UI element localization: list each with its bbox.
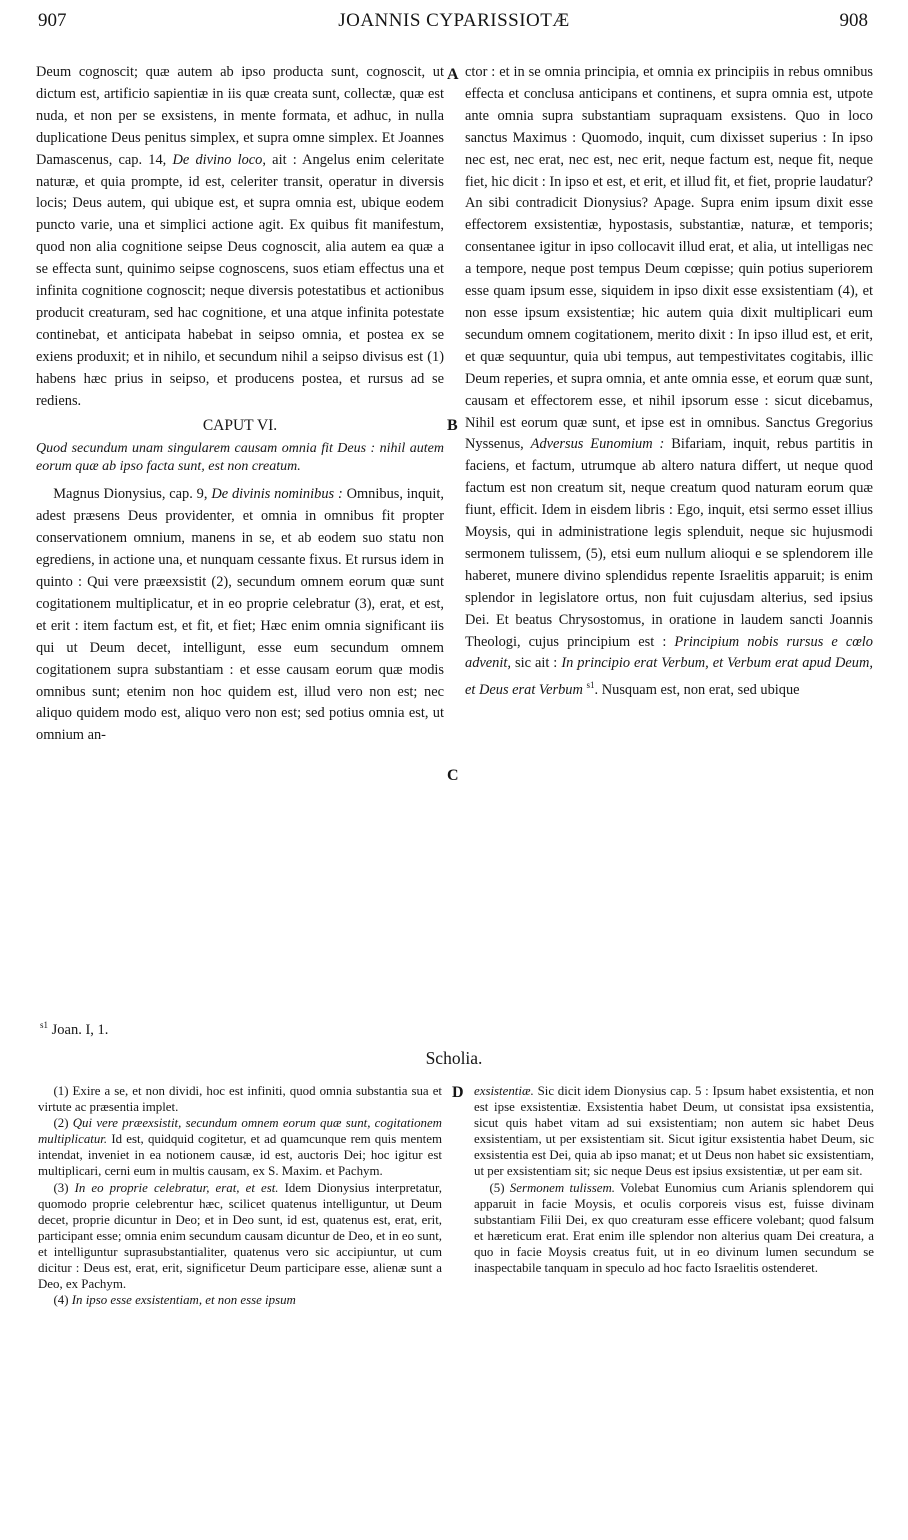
margin-letter-d: D	[452, 1084, 464, 1101]
scholia-left-column	[38, 1083, 442, 1308]
margin-letter-b: B	[447, 417, 458, 434]
chapter-title: CAPUT VI.	[202, 416, 278, 434]
page-header	[0, 10, 908, 40]
scholion-1: (1) Exire a se, et non dividi, hoc est infiniti, quod omnia substantia sua et virtute ac præsentia implet.	[38, 1084, 442, 1115]
footnote: $^{s1}$ Joan. I, 1.	[40, 1020, 109, 1038]
scholion-3: (3) In eo proprie celebratur, erat, et est. Idem Dionysius interpretatur, quomodo proprie celebrentur hæc, scilicet quatenus intelliguntur, ut Deum decet, proprie dicuntur in Deo; et in Deo sunt, id est, quatenus est, erat, erit, participant esse; omnia enim secundum causam dicuntur de Deo, et in eo sunt, et intelliguntur suprasubstantialiter, quatenus vero sic accipiuntur, ut cum dicitur : Deus est, erat, erit, significetur Deum participare esse, alienæ sunt a Deo, ex Pachym.	[38, 1180, 442, 1292]
scholion-4-continued: exsistentiæ. Sic dicit idem Dionysius cap. 5 : Ipsum habet exsistentia, et non est ipse exsistentiæ. Exsistentia habet Deum, ut consistat ipsa exsistentia, sicut quis habet vitam ad sui exsistentiam; non autem sic habet Deus exsistentiam, ut per exsistentiam sit. Sicut igitur exsistentia habet Deum, sic exsistentia est Dei, quia ab ipso manat; et ut Deus non habet sic exsistentiam, ut per exsistentiam sit; sic neque Deus est ipsius exsistentiæ, ut per eam sit.	[474, 1084, 874, 1179]
left-paragraph-1: Deum cognoscit; quæ autem ab ipso producta sunt, cognoscit, ut dictum est, artificio sapientiæ in iis quæ creata sunt, collectæ, quæ est nuda, et non per se exsistens, in mente formata, et adhuc, in nulla duplicatione Deus penitus simplex, et supra omne simplex. Et Joannes Damascenus, cap. 14, De divino loco, ait : Angelus enim celeritate naturæ, et quia prompte, id est, celeriter transit, operatur in diversis locis; Deus autem, qui ubique est, et supra omnia est, ubique eodem puncto varie, una et simplici actione agit. Ex quibus fit manifestum, quod non alia cognitione seipse Deus cognoscit, alia autem ea quæ a se effecta sunt, quinimo seipse cognoscens, suos etiam effectus una et infinita cognitione cognoscit; neque diversis potestatibus et actionibus producit creaturam, sed hac cognitione, et una atque infinita potestate continebat, et anticipata habebat in seipso omnia, et postea ex se exiens produxit; et in nihilo, et secundum nihil a seipso divisus est (1) habens hæc prius in seipso, et producens postea, et rursus ad se rediens.	[36, 64, 444, 409]
left-paragraph-2: Magnus Dionysius, cap. 9, De divinis nominibus : Omnibus, inquit, adest præsens Deus providenter, et omnia in omnibus fit propter conservationem omnium, manens in se, et ab eodem suo statu non egrediens, in actione una, et nunquam cessante fixus. Et rursus idem in quinto : Qui vere præexsistit (2), secundum omnem eorum quæ sunt cogitationem multiplicatur, et in eo proprie celebratur (3), erat, et est, et erit : item factum est, et fit, et fiet; Hæc enim omnia significant iis qui ut Deum decet, intelligunt, esse eum secundum omnem cogitationem supra substantiam : et esse causam eorum quæ modis omnibus sunt; etenim non hoc quidem est, illud vero non est; nec aliquo quidem modo est, aliquo vero non est; sed potius omnia est, ut omnium an-	[36, 486, 444, 744]
page-number-right: 908	[839, 10, 868, 31]
scholia-right-column	[474, 1083, 874, 1276]
scholion-2: (2) Qui vere præexsistit, secundum omnem eorum quæ sunt, cogitationem multiplicatur. Id est, quidquid cogitetur, et ad quamcunque rem quis mentem intendat, inveniet in ea notionem causæ, id est, auctoris Dei; hoc igitur est multiplicari, cerni eum in multis causam, ex S. Maxim. et Pachym.	[38, 1116, 442, 1179]
page-number-left: 907	[38, 10, 67, 31]
running-head: JOANNIS CYPARISSIOTÆ	[338, 10, 570, 31]
margin-letter-c: C	[447, 767, 459, 784]
chapter-subtitle: Quod secundum unam singularem causam omnia fit Deus : nihil autem eorum quæ ab ipso facta sunt, est non creatum.	[36, 441, 444, 475]
scholion-4: (4) In ipso esse exsistentiam, et non esse ipsum	[53, 1293, 296, 1308]
right-paragraph-1: ctor : et in se omnia principia, et omnia ex principiis in rebus omnibus effecta et conclusa anticipans et continens, et supra omnia est, utpote ante omnia supra substantiam supraquam exsistens. Quo in loco sanctus Maximus : Quomodo, inquit, cum dixisset superius : In ipso nec est, nec erat, nec est, nec erit, neque factum est, neque fit, neque fiet, hic dicit : In ipso et est, et erit, et illud fit, et fiet, proprie laudatur? An sibi contradicit Dionysius? Apage. Supra enim ipsum dixit esse effectorem exsistentiæ, hypostasis, substantiæ, naturæ, et temporis; consentanee igitur in ipso collocavit illud erat, et alia, ut intelligas nec a tempore, neque post tempus Deum cœpisse; quin potius superiorem esse quam ipsum esse, siquidem in ipso dixit esse exsistentiam (4), et non esse ipsum exsistentiæ; hic autem quia dixit multiplicari eum secundum omnem cogitationem, merito dixit : In ipso illud est, et erit, et quæ sequuntur, quia ubi tempus, aut tempestivitates cogitabis, illic Deum reperies, et supra omnia, et ante omnia esse, et eorum quæ sunt, causam et effectorem esse, et nihil ipsorum esse : sicut dicebamus, Nihil est eorum quæ sunt, et ipse est in omnibus. Sanctus Gregorius Nyssenus, Adversus Eunomium : Bifariam, inquit, rebus partitis in faciens, et factum, utrumque ab altero natura differt, ut neque quod factum est non creatum sit, neque creatum quod naturam eorum quæ fiunt, efficit. Idem in eisdem libris : Ego, inquit, etsi sermo esset illius Moysis, qui in administratione legis splenduit, neque sic hujusmodi sermonem tulissem, (5), etsi eum nullum alioqui e se splendorem ille haberet, munere divino splendidus repente Israelitis apparuit; is enim splendor in legislatore ortus, non fuit cujusdam alterius, sed ipsius Dei. Et beatus Chrysostomus, in oratione in laudem sancti Joannis Theologi, cujus principium est : Principium nobis rursus e cœlo advenit, sic ait : In principio erat Verbum, et Verbum erat apud Deum, et Deus erat Verbum $^{s1}$. Nusquam est, non erat, sed ubique	[465, 64, 874, 699]
scholion-5: (5) Sermonem tulissem. Volebat Eunomius cum Arianis splendorem qui apparuit in facie Moysis, et oculis corporeis visus est, fuisse divinam substantiam Filii Dei, ex quo creaturam esse efficere volebant; quod falsum et hæreticum erat. Erat enim ille splendor non alterius quam Dei creatura, a quo in facie Moysis creatus fuit, ut in eo divinum lumen secundum se inaspectabile tanquam in speculo ad hoc facto Israelitis ostenderet.	[474, 1180, 874, 1276]
right-column	[465, 62, 873, 702]
margin-letter-a: A	[447, 66, 459, 83]
left-column	[36, 62, 444, 747]
scholia-title: Scholia.	[425, 1048, 483, 1068]
